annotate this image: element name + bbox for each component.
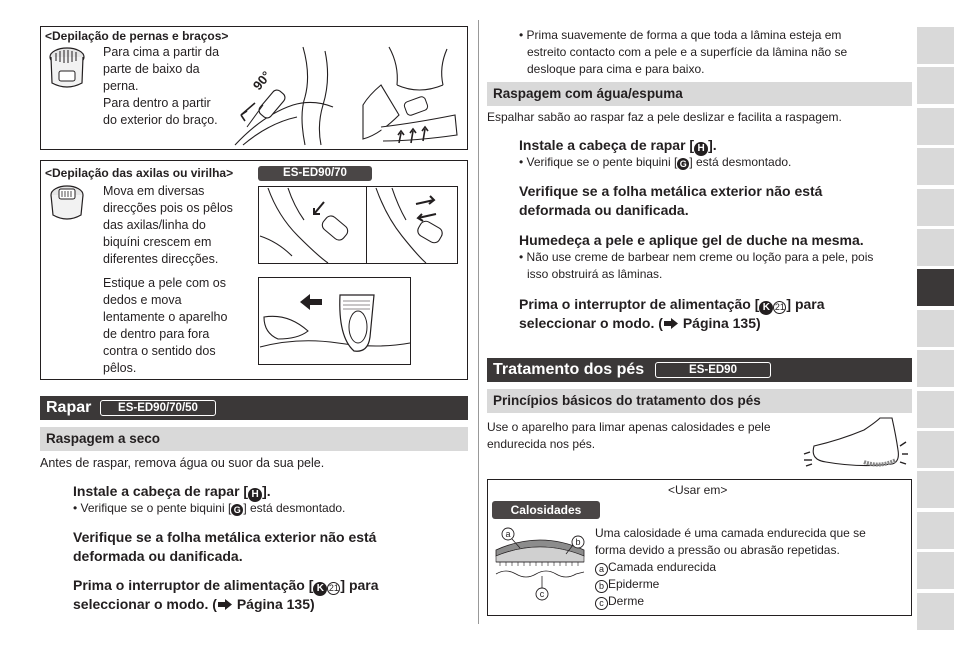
legend-text-a: Camada endurecida: [608, 560, 717, 574]
wet-step-1-note: [519, 154, 791, 171]
num-21-badge: 21: [328, 583, 339, 593]
top-bullet-line-2: estreito contacto com a pele e a superfície da lâmina não se: [527, 45, 848, 59]
side-tab-1[interactable]: [917, 27, 954, 64]
foot-model-tag: ES-ED90: [655, 362, 771, 378]
legs-depilation-box: [40, 26, 468, 150]
svg-text:a: a: [505, 529, 511, 539]
num-21-badge-2: 21: [774, 302, 785, 312]
armpit-line-a1: Mova em diversas: [103, 184, 205, 198]
wet-step-2-line-1: Verifique se a folha metálica exterior não está: [519, 183, 823, 199]
svg-text:b: b: [575, 537, 581, 547]
armpit-illustration-1: [258, 186, 372, 264]
side-tab-7[interactable]: [917, 269, 954, 306]
wet-step-2-line-2: deformada ou danificada.: [519, 202, 689, 218]
legs-line-3: perna.: [103, 79, 139, 93]
callus-desc-line-2: forma devido a pressão ou abrasão repetidas.: [595, 543, 840, 557]
armpit-line-a2: direcções pois os pêlos: [103, 201, 233, 215]
skin-layers-diagram: [494, 524, 586, 602]
legs-line-1: Para cima a partir da: [103, 45, 220, 59]
dry-step-1-text: Instale a cabeça de rapar [: [73, 483, 249, 499]
foot-intro-line-2: endurecida nos pés.: [487, 437, 596, 451]
dry-shave-header: [40, 427, 468, 451]
wet-step-3-note-line-1: • Não use creme de barbear nem creme ou loção para a pele, pois: [519, 250, 874, 264]
dry-intro: Antes de raspar, remova água ou suor da sua pele.: [40, 456, 325, 470]
legs-line-5: do exterior do braço.: [103, 113, 218, 127]
legend-mark-a: a: [595, 563, 608, 576]
side-tab-14[interactable]: [917, 552, 954, 589]
epilator-head-icon: [47, 45, 87, 93]
dry-shave-title: Raspagem a seco: [46, 431, 161, 446]
wet-step-1-end: ].: [708, 137, 717, 153]
side-tab-5[interactable]: [917, 189, 954, 226]
legend-item-a: [595, 559, 716, 576]
dry-step-3-a: Prima o interruptor de alimentação [: [73, 577, 314, 593]
armpit-line-b1: Estique a pele com os: [103, 276, 226, 290]
side-tab-13[interactable]: [917, 512, 954, 549]
page-reference-arrow-icon-2: [663, 317, 679, 330]
dry-step-3-b: ] para: [340, 577, 379, 593]
wet-shave-header: [487, 82, 912, 106]
key-k-badge-2: K: [759, 301, 773, 315]
side-tab-9[interactable]: [917, 350, 954, 387]
dry-step-1-note-b: ] está desmontado.: [243, 501, 346, 515]
foot-title: Tratamento dos pés: [493, 361, 645, 378]
key-g-badge: G: [231, 504, 243, 516]
svg-text:c: c: [539, 589, 545, 599]
page-reference-arrow-icon: [217, 598, 233, 611]
foot-subtitle: Princípios básicos do tratamento dos pés: [493, 393, 761, 408]
key-g-badge-2: G: [677, 158, 689, 170]
leg-epilation-illustration: [233, 45, 343, 147]
armpit-line-b6: pêlos.: [103, 361, 137, 375]
stretch-skin-illustration: [258, 277, 411, 365]
foot-intro-line-1: Use o aparelho para limar apenas calosidades e pele: [487, 420, 771, 434]
usage-title: <Usar em>: [668, 483, 728, 497]
top-bullet-line-3: desloque para cima e para baixo.: [527, 62, 705, 76]
rapar-title: Rapar: [46, 399, 92, 416]
armpit-illustration-2: [366, 186, 458, 264]
armpit-line-b4: de dentro para fora: [103, 327, 210, 341]
wet-shave-title: Raspagem com água/espuma: [493, 86, 683, 101]
usage-box: [487, 479, 912, 616]
arm-epilation-illustration: [359, 45, 465, 147]
dry-step-1: [73, 482, 271, 502]
wet-step-3-note-line-2: isso obstruirá as lâminas.: [527, 267, 663, 281]
legend-text-b: Epiderme: [608, 577, 660, 591]
rapar-header: [40, 396, 468, 420]
legend-mark-b: b: [595, 580, 608, 593]
key-h-badge-2: H: [694, 142, 708, 156]
wet-step-1-note-a: • Verifique se o pente biquini [: [519, 155, 678, 169]
side-tab-12[interactable]: [917, 471, 954, 508]
rapar-models-tag: ES-ED90/70/50: [100, 400, 216, 416]
column-divider: [478, 20, 479, 624]
side-tab-10[interactable]: [917, 391, 954, 428]
armpit-line-b5: contra o sentido dos: [103, 344, 216, 358]
side-tab-3[interactable]: [917, 108, 954, 145]
side-tab-2[interactable]: [917, 67, 954, 104]
dry-step-2-line-1: Verifique se a folha metálica exterior não está: [73, 529, 377, 545]
dry-step-3-line-2-a: seleccionar o modo. (: [73, 596, 217, 612]
legend-mark-c: c: [595, 597, 608, 610]
armpit-line-b2: dedos e mova: [103, 293, 182, 307]
armpit-line-b3: lentamente o aparelho: [103, 310, 228, 324]
armpit-line-a5: diferentes direcções.: [103, 252, 219, 266]
key-h-badge: H: [248, 488, 262, 502]
side-tab-8[interactable]: [917, 310, 954, 347]
armpit-depilation-box: [40, 160, 468, 380]
wet-intro: Espalhar sabão ao raspar faz a pele deslizar e facilita a raspagem.: [487, 110, 842, 124]
dry-step-1-end: ].: [262, 483, 271, 499]
foot-header: [487, 358, 912, 382]
legend-item-b: [595, 576, 659, 593]
dry-step-3-line-1: [73, 576, 379, 596]
legend-item-c: [595, 593, 644, 610]
legs-box-title: <Depilação de pernas e braços>: [45, 29, 229, 43]
callus-desc-line-1: Uma calosidade é uma camada endurecida que se: [595, 526, 866, 540]
wet-step-1-note-b: ] está desmontado.: [689, 155, 792, 169]
dry-step-1-note-a: • Verifique se o pente biquini [: [73, 501, 232, 515]
epilator-head-icon-2: [47, 183, 87, 223]
dry-step-3-line-2: [73, 595, 315, 614]
legs-line-2: parte de baixo da: [103, 62, 200, 76]
foot-subheader: [487, 389, 912, 413]
side-tab-15[interactable]: [917, 593, 954, 630]
side-tab-4[interactable]: [917, 148, 954, 185]
dry-step-3-line-2-b: Página 135): [232, 596, 315, 612]
dry-step-1-note: [73, 500, 345, 517]
wet-step-4-line-2-b: Página 135): [678, 315, 761, 331]
foot-illustration: [800, 416, 912, 472]
wet-step-4-line-1: [519, 295, 825, 315]
calosidades-tag: Calosidades: [492, 501, 600, 519]
side-tab-11[interactable]: [917, 431, 954, 468]
wet-step-4-line-2: [519, 314, 761, 333]
key-k-badge: K: [313, 582, 327, 596]
armpit-line-a4: biquíni crescem em: [103, 235, 212, 249]
legs-line-4: Para dentro a partir: [103, 96, 211, 110]
dry-step-2-line-2: deformada ou danificada.: [73, 548, 243, 564]
top-bullet-line-1: • Prima suavemente de forma a que toda a lâmina esteja em: [519, 28, 842, 42]
wet-step-4-a: Prima o interruptor de alimentação [: [519, 296, 760, 312]
wet-step-1-text: Instale a cabeça de rapar [: [519, 137, 695, 153]
angle-label: 90°: [249, 68, 274, 93]
side-tab-6[interactable]: [917, 229, 954, 266]
wet-step-3: Humedeça a pele e aplique gel de duche na mesma.: [519, 232, 864, 248]
armpit-box-title: <Depilação das axilas ou virilha>: [45, 166, 234, 180]
wet-step-1: [519, 136, 717, 156]
legend-text-c: Derme: [608, 594, 645, 608]
armpit-model-tag: ES-ED90/70: [258, 166, 372, 181]
wet-step-4-b: ] para: [786, 296, 825, 312]
armpit-line-a3: das axilas/linha do: [103, 218, 206, 232]
wet-step-4-line-2-a: seleccionar o modo. (: [519, 315, 663, 331]
